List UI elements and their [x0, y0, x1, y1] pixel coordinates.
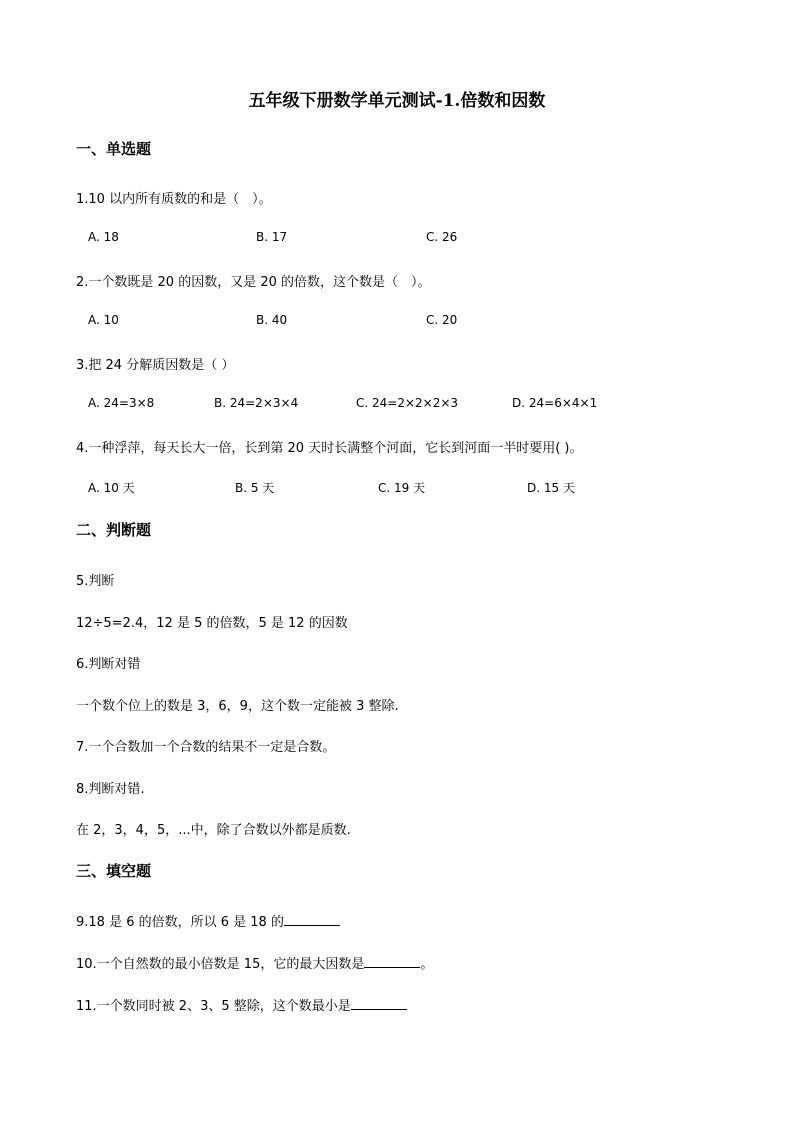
question-4-option-d: D. 15 天 [527, 481, 575, 495]
question-3-option-b: B. 24=2×3×4 [214, 396, 299, 410]
answer-blank[interactable] [364, 954, 420, 968]
answer-blank[interactable] [284, 912, 340, 926]
question-11 [76, 995, 407, 1014]
question-6-statement: 一个数个位上的数是 3，6，9，这个数一定能被 3 整除. [76, 699, 399, 714]
question-9-text: 9.18 是 6 的倍数，所以 6 是 18 的 [76, 915, 284, 930]
question-8-statement: 在 2，3，4，5，...中，除了合数以外都是质数. [76, 823, 351, 838]
question-8-title: 8.判断对错. [76, 782, 145, 797]
question-1-option-c: C. 26 [426, 230, 458, 244]
question-5-title: 5.判断 [76, 574, 115, 589]
question-3-option-c: C. 24=2×2×2×3 [356, 396, 459, 410]
question-4-option-b: B. 5 天 [235, 481, 275, 495]
question-4-option-a: A. 10 天 [88, 481, 135, 495]
question-3-option-d: D. 24=6×4×1 [512, 396, 598, 410]
section-heading-true-false: 二、判断题 [76, 521, 152, 539]
page-title: 五年级下册数学单元测试-1.倍数和因数 [248, 91, 546, 111]
question-9 [76, 911, 340, 930]
question-2-option-c: C. 20 [426, 313, 458, 327]
question-4-stem: 4.一种浮萍，每天长大一倍，长到第 20 天时长满整个河面，它长到河面一半时要用( )。 [76, 441, 583, 456]
question-10-text: 10.一个自然数的最小倍数是 15，它的最大因数是 [76, 957, 365, 972]
question-5-statement: 12÷5=2.4，12 是 5 的倍数，5 是 12 的因数 [76, 616, 348, 631]
question-6-title: 6.判断对错 [76, 657, 141, 672]
question-2-option-b: B. 40 [256, 313, 288, 327]
question-10 [76, 953, 433, 972]
question-11-text: 11.一个数同时被 2、3、5 整除，这个数最小是 [76, 999, 351, 1014]
question-4-option-c: C. 19 天 [378, 481, 426, 495]
section-heading-single-choice: 一、单选题 [76, 140, 152, 158]
question-10-suffix: 。 [420, 957, 434, 972]
answer-blank[interactable] [351, 996, 407, 1010]
section-heading-fill-in: 三、填空题 [76, 862, 152, 880]
question-1-option-b: B. 17 [256, 230, 288, 244]
question-2-stem: 2.一个数既是 20 的因数，又是 20 的倍数，这个数是（ ）。 [76, 275, 431, 290]
question-3-option-a: A. 24=3×8 [88, 396, 155, 410]
question-1-stem: 1.10 以内所有质数的和是（ ）。 [76, 192, 272, 207]
question-2-option-a: A. 10 [88, 313, 119, 327]
question-3-stem: 3.把 24 分解质因数是（ ） [76, 358, 235, 373]
question-1-option-a: A. 18 [88, 230, 119, 244]
question-7-statement: 7.一个合数加一个合数的结果不一定是合数。 [76, 740, 336, 755]
